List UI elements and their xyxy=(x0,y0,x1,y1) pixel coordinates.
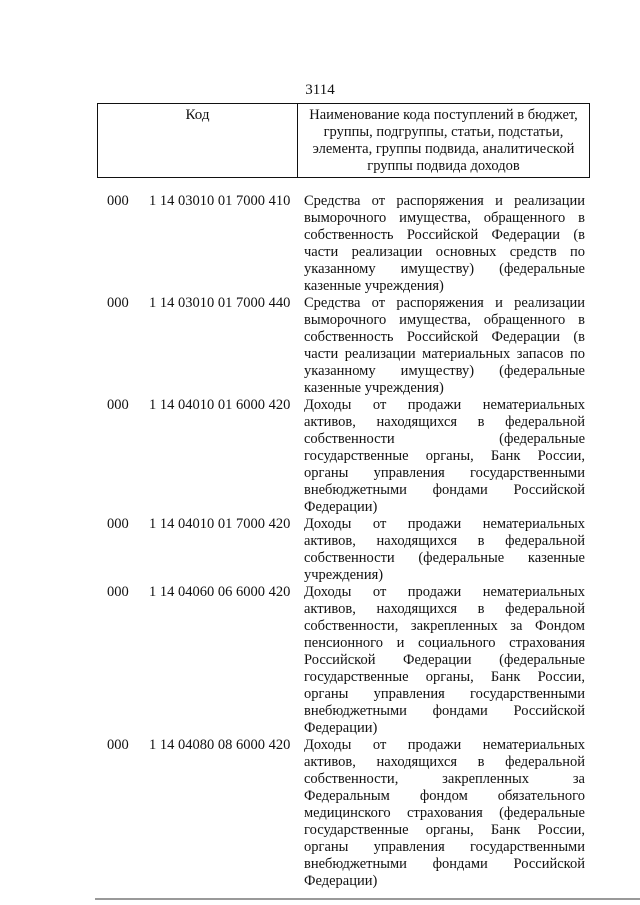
header-name-column: Наименование кода поступлений в бюджет, группы, подгруппы, статьи, подстатьи, элемента, группы подвида, аналитической группы подвида доходов xyxy=(309,107,578,174)
row-description: Доходы от продажи нематериальных активов, находящихся в федеральной собственности, закрепленных за Фондом пенсионного и социального страхования Российской Федерации (федеральные государственные органы, Банк России, органы управления государственными внебюджетными фондами Российской Федерации) xyxy=(304,584,585,736)
row-description: Доходы от продажи нематериальных активов, находящихся в федеральной собственности (федеральные государственные органы, Банк России, органы управления государственными внебюджетными фондами Российской Федерации) xyxy=(304,397,585,515)
row-income-code: 1 14 04010 01 6000 420 xyxy=(149,397,291,413)
row-income-code: 1 14 03010 01 7000 440 xyxy=(149,295,291,311)
page-number: 3114 xyxy=(305,82,335,98)
table-row xyxy=(0,295,640,397)
row-income-code: 1 14 04080 08 6000 420 xyxy=(149,737,291,753)
row-description: Средства от распоряжения и реализации выморочного имущества, обращенного в собственность Российской Федерации (в части реализации основных средств по указанному имуществу) (федеральные казенные учреждения) xyxy=(304,193,585,294)
table-row xyxy=(0,193,640,295)
row-admin-code: 000 xyxy=(107,516,129,532)
row-income-code: 1 14 04010 01 7000 420 xyxy=(149,516,291,532)
row-admin-code: 000 xyxy=(107,397,129,413)
table-row xyxy=(0,737,640,890)
row-admin-code: 000 xyxy=(107,193,129,209)
row-admin-code: 000 xyxy=(107,295,129,311)
income-codes-list xyxy=(0,193,640,890)
row-description: Доходы от продажи нематериальных активов, находящихся в федеральной собственности, закрепленных за Федеральным фондом обязательного медицинского страхования (федеральные государственные органы, Банк России, органы управления государственными внебюджетными фондами Российской Федерации) xyxy=(304,737,585,889)
header-code-column: Код xyxy=(98,104,298,177)
page-bottom-edge xyxy=(95,898,640,900)
table-header xyxy=(97,103,590,178)
row-admin-code: 000 xyxy=(107,584,129,600)
row-income-code: 1 14 03010 01 7000 410 xyxy=(149,193,291,209)
table-row xyxy=(0,397,640,516)
row-description: Доходы от продажи нематериальных активов, находящихся в федеральной собственности (федеральные казенные учреждения) xyxy=(304,516,585,583)
table-row xyxy=(0,516,640,584)
table-row xyxy=(0,584,640,737)
row-income-code: 1 14 04060 06 6000 420 xyxy=(149,584,291,600)
row-admin-code: 000 xyxy=(107,737,129,753)
row-description: Средства от распоряжения и реализации выморочного имущества, обращенного в собственность Российской Федерации (в части реализации материальных запасов по указанному имуществу) (федеральные казенные учреждения) xyxy=(304,295,585,396)
